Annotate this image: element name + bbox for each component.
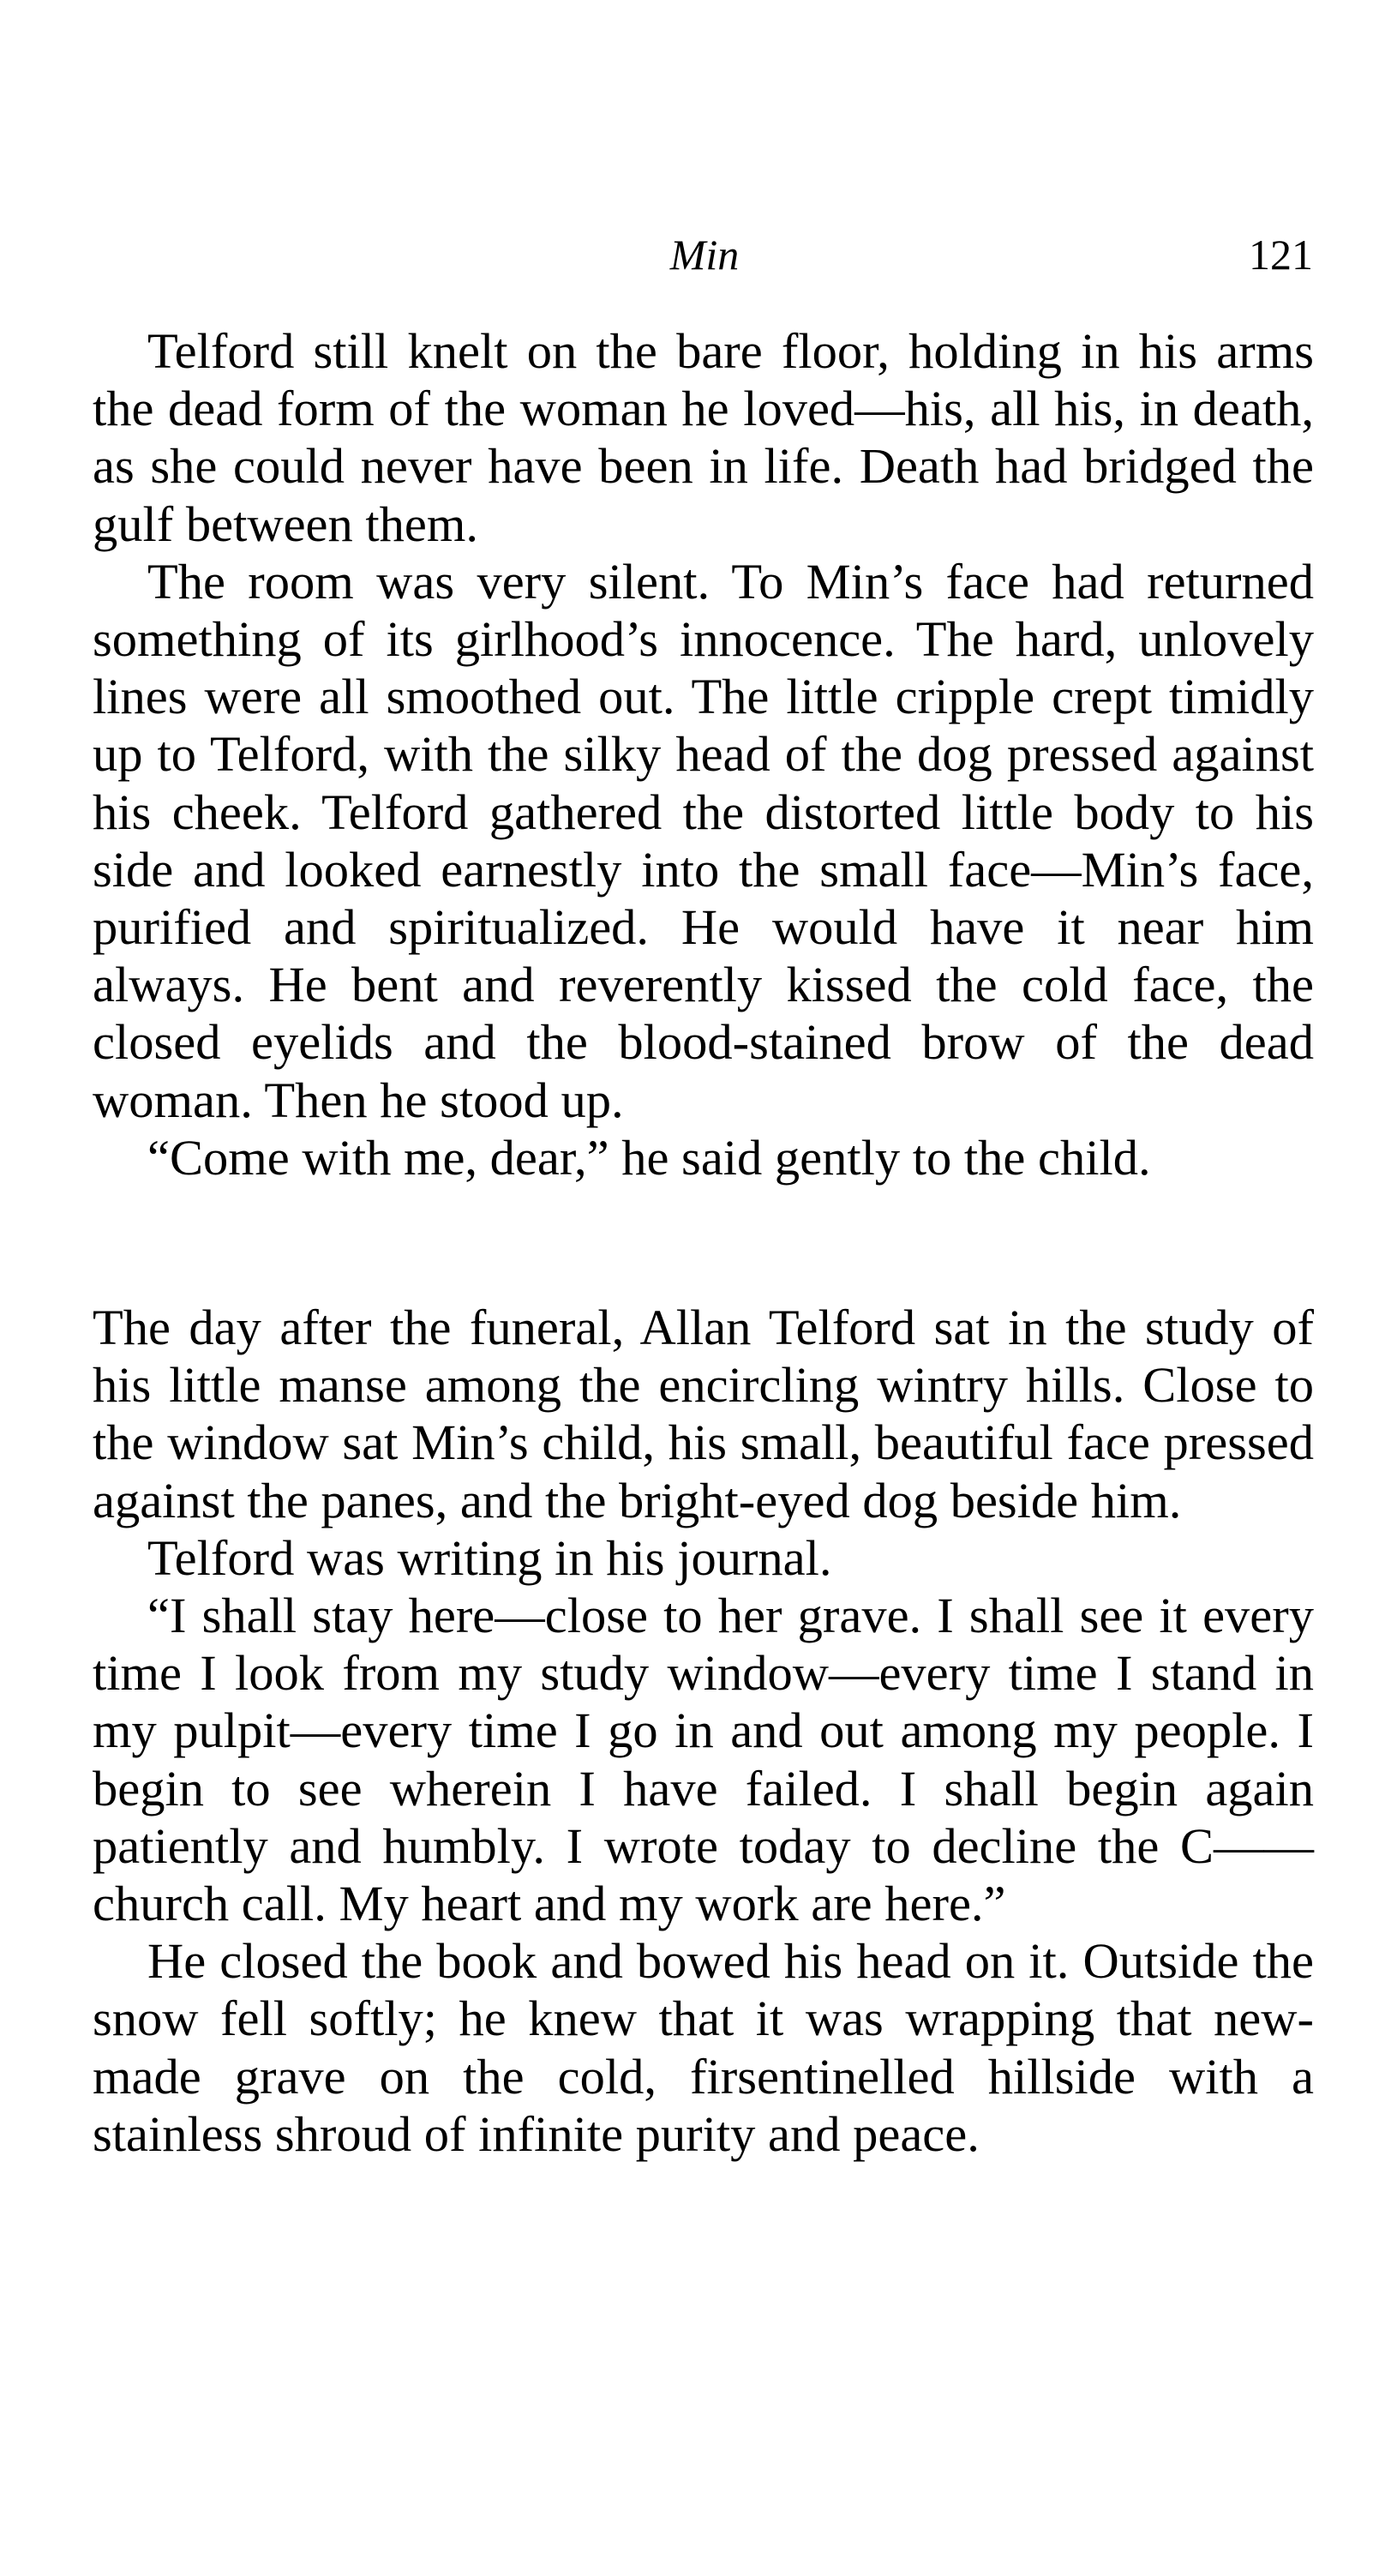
paragraph-1: Telford still knelt on the bare floor, holding in his arms the dead form of the woman he loved—his, all his, in death, as she could never have been in life. Death had bridged the gulf between them. — [93, 323, 1314, 552]
running-head — [96, 225, 1313, 285]
paragraph-5: Telford was writing in his journal. — [147, 1529, 832, 1586]
page-number: 121 — [1249, 231, 1313, 279]
paragraph-4: The day after the funeral, Allan Telford sat in the study of his little manse among the encircling wintry hills. Close to the window sat Min’s child, his small, beautiful face pressed against the panes, and the bright-eyed dog beside him. — [93, 1300, 1314, 1528]
text-section-1 — [93, 322, 1314, 1186]
paragraph-2: The room was very silent. To Min’s face had returned something of its girlhood’s innocence. The hard, unlovely lines were all smoothed out. The little cripple crept timidly up to Telford, with the silky head of the dog pressed against his cheek. Telford gathered the distorted little body to his side and looked earnestly into the small face—Min’s face, purified and spiritualized. He would have it near him always. He bent and reverently kissed the cold face, the closed eyelids and the blood-stained brow of the dead woman. Then he stood up. — [93, 553, 1314, 1128]
running-head-title: Min — [669, 231, 740, 279]
paragraph-3: “Come with me, dear,” he said gently to the child. — [147, 1129, 1151, 1186]
paragraph-7: He closed the book and bowed his head on it. Outside the snow fell softly; he knew that it was wrapping that new-made grave on the cold, firsentinelled hillside with a stainless shroud of infinite purity and peace. — [93, 1933, 1314, 2162]
paragraph-6: “I shall stay here—close to her grave. I shall see it every time I look from my study window—every time I stand in my pulpit—every time I go in and out among my people. I begin to see wherein I have failed. I shall begin again patiently and humbly. I wrote today to decline the C—— church call. My heart and my work are here.” — [93, 1588, 1314, 1932]
text-section-2 — [93, 1299, 1314, 2163]
